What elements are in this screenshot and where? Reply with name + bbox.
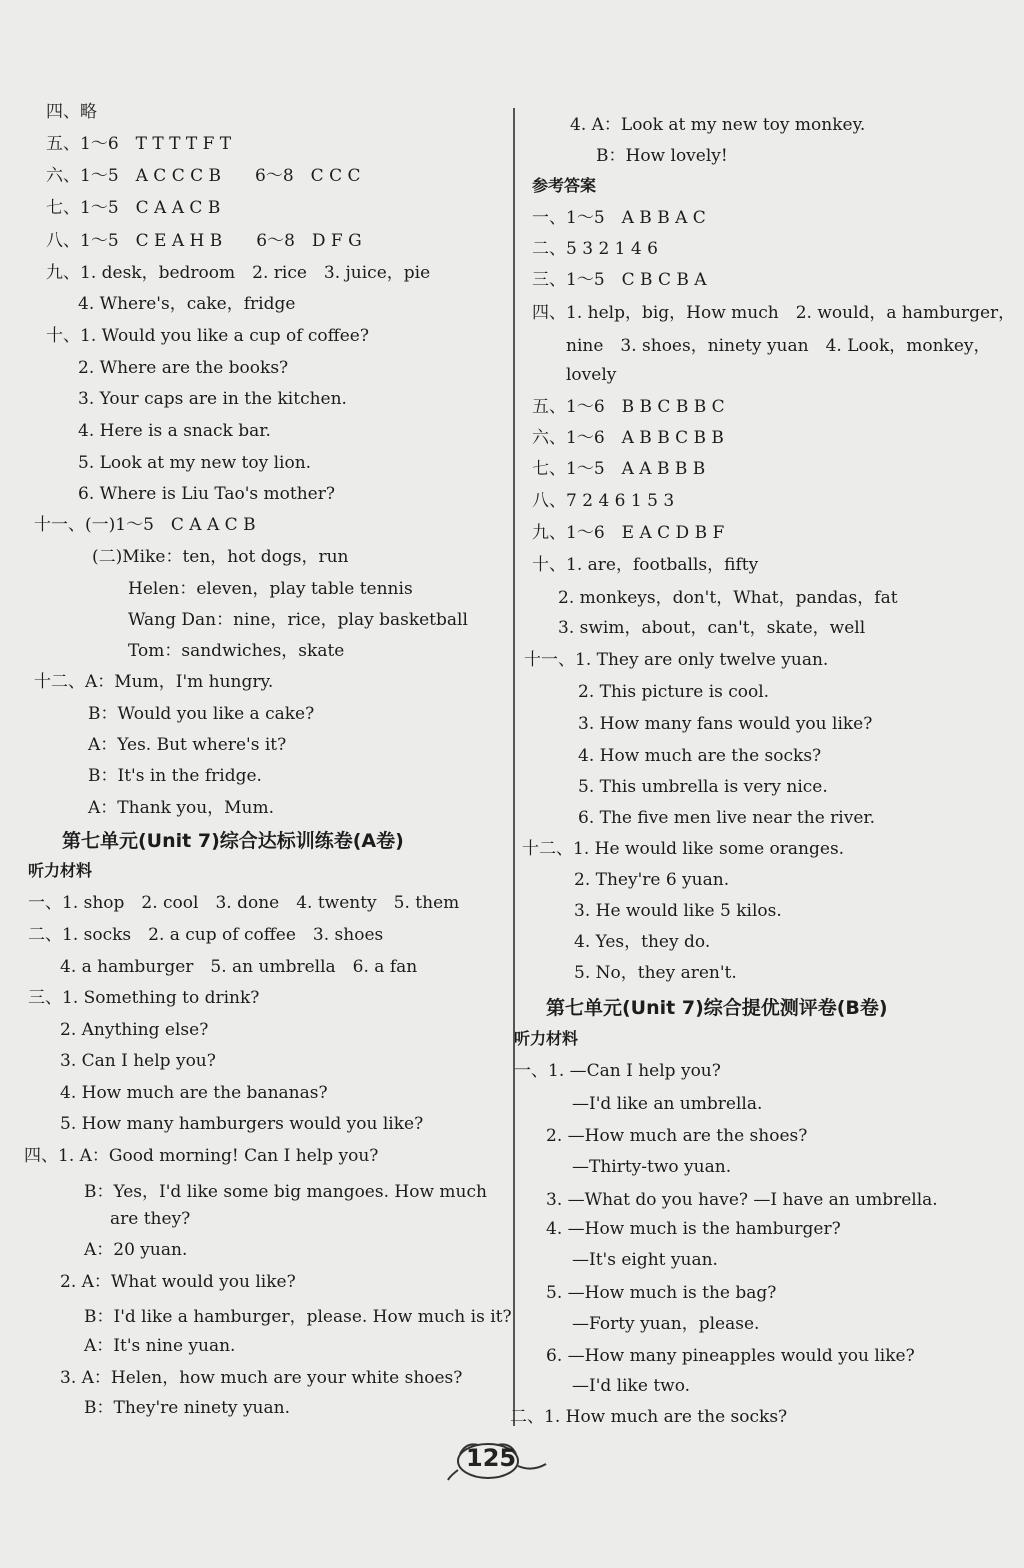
left-line: 四、1. A：Good morning! Can I help you? <box>24 1146 379 1166</box>
right-line: 2. They're 6 yuan. <box>574 870 730 890</box>
left-line: are they? <box>110 1209 191 1229</box>
right-line: 二、1. How much are the socks? <box>510 1407 788 1427</box>
section-title-unit7-a: 第七单元(Unit 7)综合达标训练卷(A卷) <box>62 830 404 852</box>
right-line: 4. A：Look at my new toy monkey. <box>570 115 866 135</box>
right-line: 3. swim，about，can't，skate，well <box>558 618 866 638</box>
left-line: 6. Where is Liu Tao's mother? <box>78 484 335 504</box>
right-line: 2. monkeys，don't，What，pandas，fat <box>558 588 898 608</box>
right-line: lovely <box>566 365 617 385</box>
right-line: —Thirty-two yuan. <box>572 1157 732 1177</box>
left-line: A：Thank you，Mum. <box>88 798 275 818</box>
left-line: 十、1. Would you like a cup of coffee? <box>46 326 369 346</box>
right-line: —It's eight yuan. <box>572 1250 718 1270</box>
right-line: 3. —What do you have? —I have an umbrella. <box>546 1190 938 1210</box>
right-line: 2. This picture is cool. <box>578 682 770 702</box>
left-line: 3. A：Helen，how much are your white shoes? <box>60 1368 463 1388</box>
left-line: B：They're ninety yuan. <box>84 1398 290 1418</box>
left-line: 2. A：What would you like? <box>60 1272 296 1292</box>
right-line: —I'd like an umbrella. <box>572 1094 763 1114</box>
left-line: 三、1. Something to drink? <box>28 988 260 1008</box>
left-line: 六、1～5 A C C C B 6～8 C C C <box>46 166 361 186</box>
right-line: 四、1. help，big，How much 2. would，a hamburger， <box>532 303 1016 323</box>
right-line: 4. —How much is the hamburger? <box>546 1219 841 1239</box>
left-line: 4. How much are the bananas? <box>60 1083 328 1103</box>
right-line: 5. This umbrella is very nice. <box>578 777 828 797</box>
left-line: 十一、(一)1～5 C A A C B <box>34 515 256 535</box>
left-line: 2. Anything else? <box>60 1020 209 1040</box>
right-line: 三、1～5 C B C B A <box>532 270 707 290</box>
right-line: 八、7 2 4 6 1 5 3 <box>532 491 675 511</box>
right-line: 2. —How much are the shoes? <box>546 1126 808 1146</box>
column-divider <box>513 108 515 1426</box>
right-line: 七、1～5 A A B B B <box>532 459 706 479</box>
left-line: B：Yes，I'd like some big mangoes. How much <box>84 1182 487 1202</box>
right-line: 十一、1. They are only twelve yuan. <box>524 650 829 670</box>
right-line: B：How lovely! <box>596 146 728 166</box>
right-line: 4. How much are the socks? <box>578 746 822 766</box>
left-line: A：Yes. But where's it? <box>88 735 287 755</box>
right-line: 六、1～6 A B B C B B <box>532 428 724 448</box>
left-line: Wang Dan：nine，rice，play basketball <box>128 610 468 630</box>
left-line: Helen：eleven，play table tennis <box>128 579 413 599</box>
left-line: 3. Can I help you? <box>60 1051 216 1071</box>
listening-material-heading-b: 听力材料 <box>514 1029 579 1048</box>
left-line: 八、1～5 C E A H B 6～8 D F G <box>46 231 362 251</box>
right-line: 一、1～5 A B B A C <box>532 208 706 228</box>
left-line: 九、1. desk，bedroom 2. rice 3. juice，pie <box>46 263 431 283</box>
right-line: 十、1. are，footballs，fifty <box>532 555 759 575</box>
left-line: 3. Your caps are in the kitchen. <box>78 389 347 409</box>
section-title-unit7-b: 第七单元(Unit 7)综合提优测评卷(B卷) <box>546 997 888 1019</box>
left-line: 七、1～5 C A A C B <box>46 198 221 218</box>
right-line: 6. The five men live near the river. <box>578 808 876 828</box>
reference-answers-heading: 参考答案 <box>532 176 597 195</box>
right-line: —Forty yuan，please. <box>572 1314 760 1334</box>
right-line: 九、1～6 E A C D B F <box>532 523 725 543</box>
right-line: 五、1～6 B B C B B C <box>532 397 725 417</box>
left-line: 4. a hamburger 5. an umbrella 6. a fan <box>60 957 418 977</box>
left-line: B：I'd like a hamburger，please. How much is it? <box>84 1307 512 1327</box>
left-line: B：It's in the fridge. <box>88 766 262 786</box>
right-line: 二、5 3 2 1 4 6 <box>532 239 658 259</box>
left-line: 4. Where's，cake，fridge <box>78 294 296 314</box>
left-line: 5. Look at my new toy lion. <box>78 453 312 473</box>
right-line: 5. —How much is the bag? <box>546 1283 777 1303</box>
right-line: 3. He would like 5 kilos. <box>574 901 782 921</box>
right-line: 十二、1. He would like some oranges. <box>522 839 845 859</box>
left-line: 五、1～6 T T T T F T <box>46 134 232 154</box>
left-line: A：It's nine yuan. <box>84 1336 236 1356</box>
left-line: 四、略 <box>46 102 97 122</box>
listening-material-heading: 听力材料 <box>28 861 93 880</box>
left-line: 5. How many hamburgers would you like? <box>60 1114 424 1134</box>
right-line: 6. —How many pineapples would you like? <box>546 1346 915 1366</box>
right-line: —I'd like two. <box>572 1376 691 1396</box>
left-line: Tom：sandwiches，skate <box>128 641 345 661</box>
right-line: 5. No，they aren't. <box>574 963 737 983</box>
right-line: 3. How many fans would you like? <box>578 714 873 734</box>
left-line: 一、1. shop 2. cool 3. done 4. twenty 5. them <box>28 893 460 913</box>
left-line: A：20 yuan. <box>84 1240 188 1260</box>
right-line: nine 3. shoes，ninety yuan 4. Look，monkey， <box>566 336 991 356</box>
left-line: (二)Mike：ten，hot dogs，run <box>92 547 349 567</box>
page-number: 125 <box>466 1444 517 1472</box>
left-line: 二、1. socks 2. a cup of coffee 3. shoes <box>28 925 384 945</box>
left-line: 十二、A：Mum，I'm hungry. <box>34 672 274 692</box>
left-line: 2. Where are the books? <box>78 358 289 378</box>
page-number-badge <box>446 1436 556 1482</box>
left-line: B：Would you like a cake? <box>88 704 315 724</box>
right-line: 4. Yes，they do. <box>574 932 711 952</box>
left-line: 4. Here is a snack bar. <box>78 421 271 441</box>
right-line: 一、1. —Can I help you? <box>514 1061 721 1081</box>
